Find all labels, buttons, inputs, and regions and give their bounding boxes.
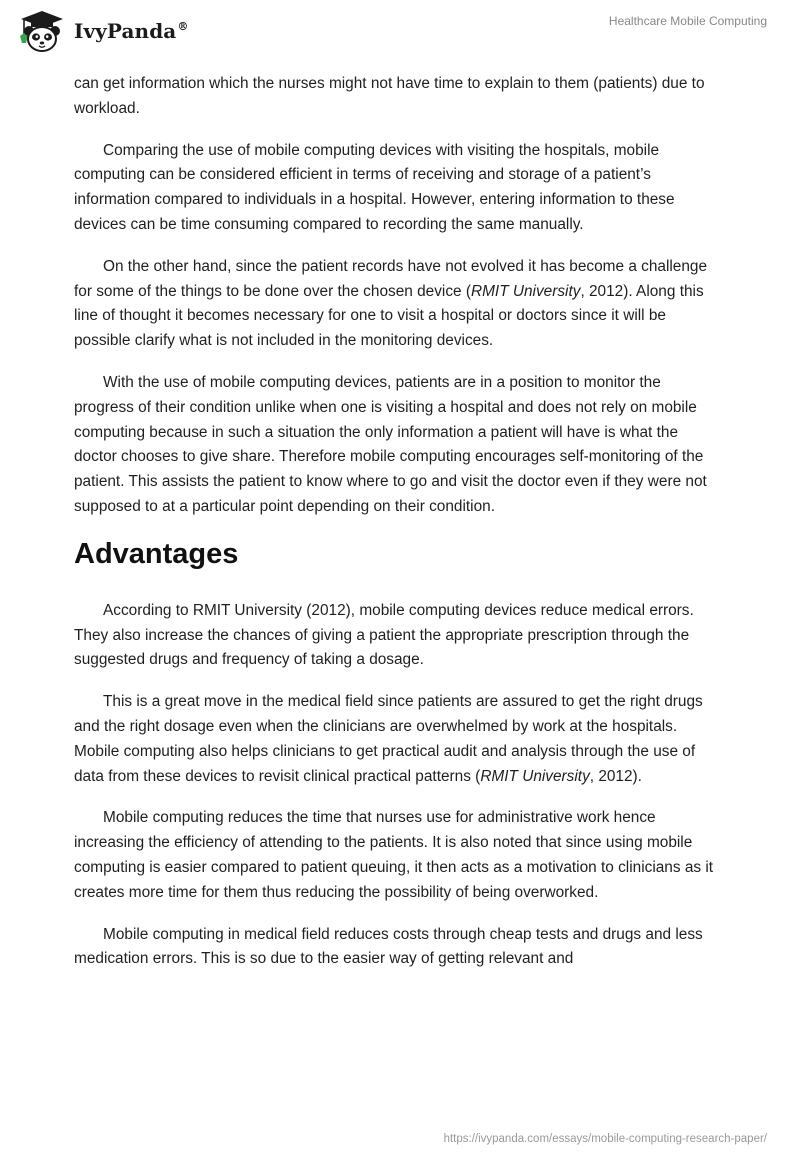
- section-heading: Advantages: [74, 537, 239, 570]
- brand-name: IvyPanda®: [74, 19, 189, 43]
- paragraph: This is a great move in the medical field since patients are assured to get the right drugs and the right dosage even when the clinicians are overwhelmed by work at the hospitals. Mobile computing also helps clinicians to get practical audit and analysis through the use of data from these devices to revisit clinical practical patterns (RMIT University, 2012).: [74, 693, 703, 785]
- document-title: Healthcare Mobile Computing: [608, 14, 767, 28]
- panda-mascot-icon: [16, 9, 68, 53]
- citation: RMIT University: [470, 282, 581, 300]
- paragraph: can get information which the nurses might not have time to explain to them (patients) due to workload.: [74, 75, 705, 117]
- paragraph: On the other hand, since the patient records have not evolved it has become a challenge for some of the things to be done over the chosen device (RMIT University, 2012). Along this line of thought it becomes necessary for one to visit a hospital or doctors since it will be possible clarify what is not included in the monitoring devices.: [74, 257, 708, 350]
- page-header: [0, 0, 800, 66]
- source-url[interactable]: https://ivypanda.com/essays/mobile-computing-research-paper/: [443, 1133, 767, 1145]
- essay-body: [74, 72, 724, 989]
- paragraph: Mobile computing in medical field reduces costs through cheap tests and drugs and less medication errors. This is so due to the easier way of getting relevant and: [74, 925, 703, 968]
- paragraph: With the use of mobile computing devices, patients are in a position to monitor the progress of their condition unlike when one is visiting a hospital and does not rely on mobile computing because in such a situation the only information a patient will have is what the doctor chooses to give share. Therefore mobile computing encourages self-monitoring of the patient. This assists the patient to know where to go and visit the doctor even if they were not supposed to at a particular point depending on their condition.: [74, 373, 707, 515]
- paragraph: According to RMIT University (2012), mobile computing devices reduce medical errors. They also increase the chances of giving a patient the appropriate prescription through the suggested drugs and frequency of taking a dosage.: [74, 601, 694, 669]
- brand-logo[interactable]: [16, 8, 188, 54]
- paragraph: Mobile computing reduces the time that nurses use for administrative work hence increasing the efficiency of attending to the patients. It is also noted that since using mobile computing is easier compared to patient queuing, it then acts as a motivation to clinicians as it creates more time for them thus reducing the possibility of being overworked.: [74, 809, 714, 901]
- paragraph: Comparing the use of mobile computing devices with visiting the hospitals, mobile computing can be considered efficient in terms of receiving and storage of a patient’s information compared to individuals in a hospital. However, entering information to these devices can be time consuming compared to recording the same manually.: [74, 141, 675, 233]
- citation: RMIT University: [480, 767, 590, 785]
